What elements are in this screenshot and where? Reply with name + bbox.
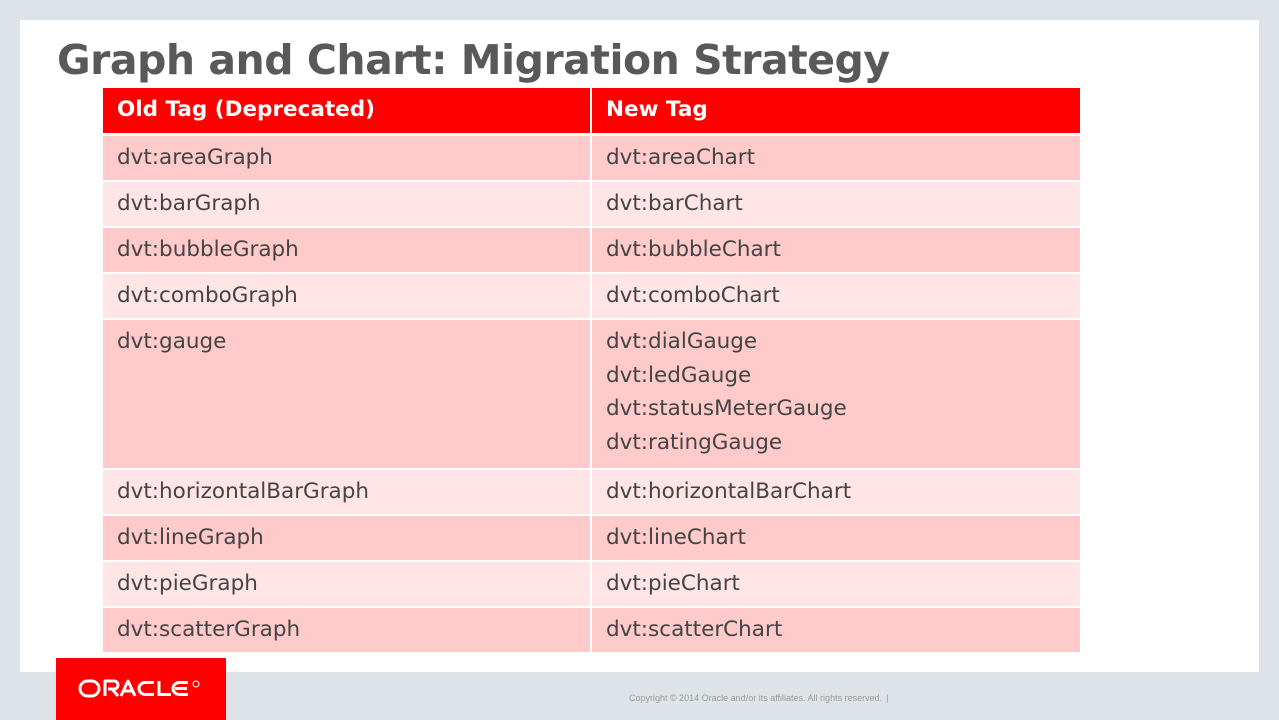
- old-tag-cell: dvt:scatterGraph: [103, 607, 591, 653]
- new-tag-cell: [591, 319, 1080, 470]
- new-tag-cell: dvt:areaChart: [591, 134, 1080, 181]
- header-new-tag: New Tag: [591, 88, 1080, 134]
- table-header-row: [103, 88, 1080, 134]
- new-tag-item: dvt:statusMeterGauge: [606, 396, 847, 421]
- new-tag-item: dvt:ratingGauge: [606, 429, 783, 455]
- new-tag-item: dvt:ledGauge: [606, 362, 752, 388]
- old-tag-cell: dvt:areaGraph: [103, 134, 591, 181]
- old-tag-cell: dvt:lineGraph: [103, 515, 591, 561]
- old-tag-cell: dvt:barGraph: [103, 181, 591, 227]
- new-tag-cell: dvt:barChart: [591, 181, 1080, 227]
- old-tag-cell: dvt:comboGraph: [103, 273, 591, 319]
- table-row: [103, 273, 1080, 319]
- table-row: [103, 515, 1080, 561]
- copyright-footer: [629, 693, 888, 703]
- oracle-logo: [56, 658, 226, 720]
- table-row: [103, 134, 1080, 181]
- slide-title: Graph and Chart: Migration Strategy: [57, 36, 890, 84]
- footer-separator: |: [886, 693, 889, 703]
- new-tag-cell: dvt:lineChart: [591, 515, 1080, 561]
- old-tag-cell: dvt:pieGraph: [103, 561, 591, 607]
- oracle-logo-wordmark: [78, 678, 204, 700]
- table-row: [103, 181, 1080, 227]
- table-row: [103, 319, 1080, 470]
- table-row: [103, 561, 1080, 607]
- header-old-tag: Old Tag (Deprecated): [103, 88, 591, 134]
- old-tag-cell: dvt:horizontalBarGraph: [103, 469, 591, 515]
- new-tag-cell: dvt:pieChart: [591, 561, 1080, 607]
- migration-table: [103, 88, 1080, 654]
- old-tag-cell: dvt:gauge: [103, 319, 591, 470]
- copyright-text: Copyright © 2014 Oracle and/or its affiliates. All rights reserved.: [629, 693, 883, 703]
- new-tag-cell: dvt:scatterChart: [591, 607, 1080, 653]
- new-tag-cell: dvt:horizontalBarChart: [591, 469, 1080, 515]
- old-tag-cell: dvt:bubbleGraph: [103, 227, 591, 273]
- table-row: [103, 469, 1080, 515]
- table-row: [103, 607, 1080, 653]
- new-tag-cell: dvt:comboChart: [591, 273, 1080, 319]
- table-row: [103, 227, 1080, 273]
- new-tag-item: dvt:dialGauge: [606, 328, 758, 354]
- new-tag-cell: dvt:bubbleChart: [591, 227, 1080, 273]
